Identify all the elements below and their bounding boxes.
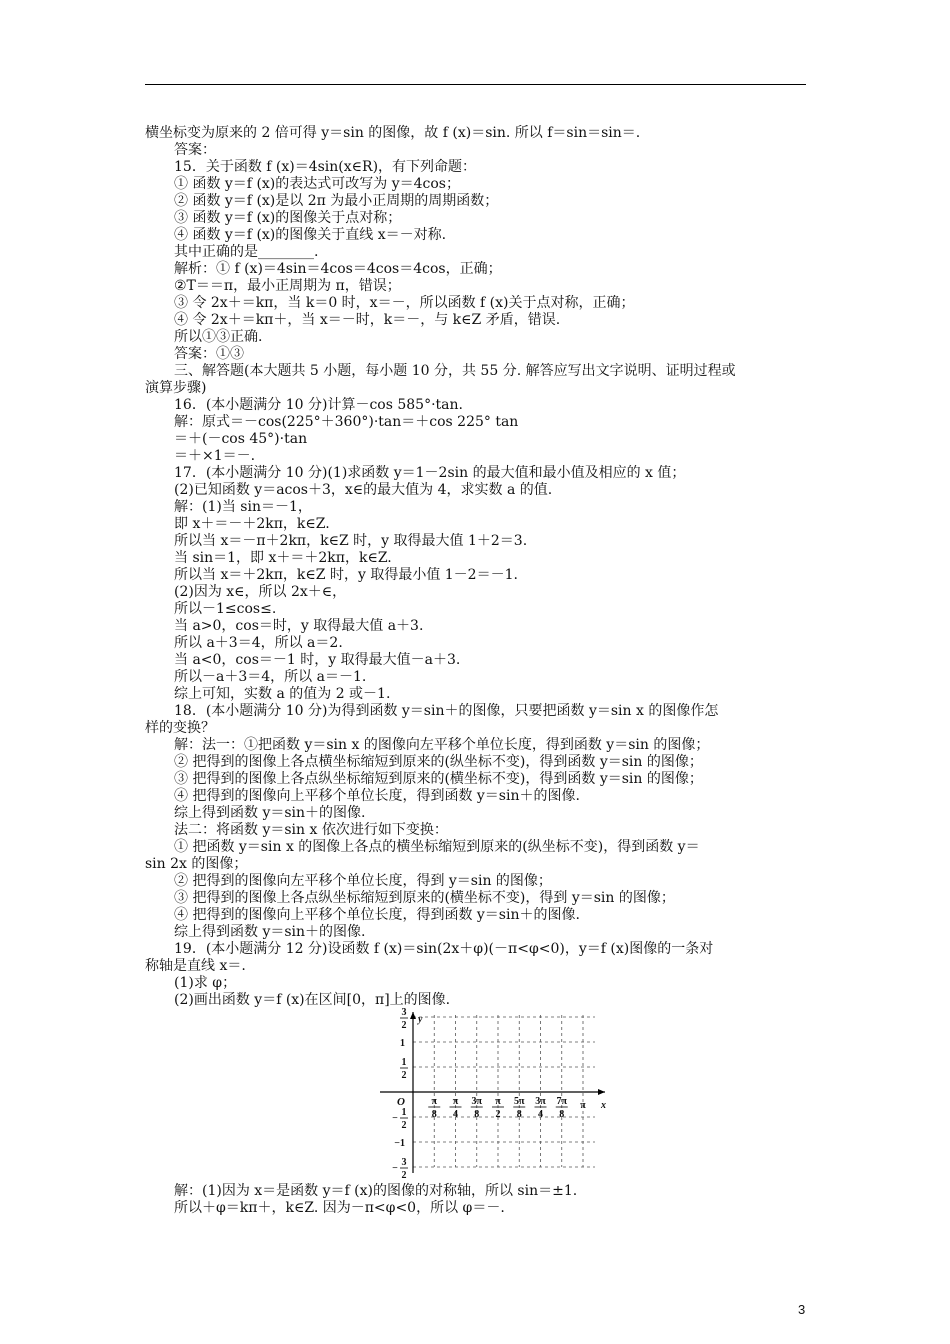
text-line: 法二：将函数 y＝sin x 依次进行如下变换： xyxy=(174,822,448,838)
x-tick-label: 5π xyxy=(514,1096,525,1107)
text-line: ＝＋×1＝－. xyxy=(174,448,256,464)
text-line: 当 sin＝1，即 x＋＝＋2kπ，k∈Z. xyxy=(174,550,392,566)
x-tick-label: π xyxy=(452,1096,459,1107)
x-tick-label: 2 xyxy=(495,1109,501,1120)
text-line: ④ 函数 y＝f (x)的图像关于直线 x＝－对称. xyxy=(174,227,447,243)
text-line: 所以①③正确. xyxy=(174,329,263,345)
text-line: 17．(本小题满分 10 分)(1)求函数 y＝1－2sin 的最大值和最小值及相应的 x 值； xyxy=(174,465,686,481)
x-tick-label: π xyxy=(580,1100,586,1111)
x-tick-label: 3π xyxy=(535,1096,546,1107)
y-tick-label: −1 xyxy=(394,1138,405,1149)
x-axis-label: x xyxy=(601,1100,606,1111)
x-tick-label: 3π xyxy=(471,1096,482,1107)
text-line: 综上得到函数 y＝sin＋的图像. xyxy=(174,805,366,821)
text-line: 三、解答题(本大题共 5 小题，每小题 10 分，共 55 分. 解答应写出文字说明、证明过程或 xyxy=(174,363,736,379)
text-line: ③ 把得到的图像上各点纵坐标缩短到原来的(横坐标不变)，得到函数 y＝sin 的图像； xyxy=(174,771,703,787)
text-line: 解：(1)当 sin＝－1， xyxy=(174,499,312,515)
y-tick-label: 2 xyxy=(401,1070,407,1081)
text-line: 所以 a＋3＝4，所以 a＝2. xyxy=(174,635,343,651)
x-tick-label: π xyxy=(495,1096,501,1107)
x-tick-label: 4 xyxy=(453,1109,458,1120)
text-line: ④ 令 2x＋＝kπ＋，当 x＝－时，k＝－，与 k∈Z 矛盾，错误. xyxy=(174,312,561,328)
header-rule xyxy=(145,84,806,85)
y-tick-label: 2 xyxy=(401,1120,407,1131)
coordinate-grid-chart xyxy=(365,1008,615,1180)
text-line: 所以当 x＝－π＋2kπ，k∈Z 时，y 取得最大值 1＋2＝3. xyxy=(174,533,528,549)
text-line: ③ 把得到的图像上各点纵坐标缩短到原来的(横坐标不变)，得到 y＝sin 的图像； xyxy=(174,890,675,906)
text-line: 解：原式＝－cos(225°＋360°)·tan＝＋cos 225° tan xyxy=(174,414,519,430)
y-tick-sign: − xyxy=(392,1163,398,1174)
text-line: 15．关于函数 f (x)＝4sin(x∈R)，有下列命题： xyxy=(174,159,477,175)
x-tick-label: π xyxy=(431,1096,437,1107)
text-line: (1)求 φ； xyxy=(174,975,237,991)
text-line: 当 a>0，cos＝时，y 取得最大值 a＋3. xyxy=(174,618,424,634)
y-axis-arrow xyxy=(410,1012,416,1019)
text-line: ②T＝＝π，最小正周期为 π，错误； xyxy=(174,278,401,294)
text-line: ② 函数 y＝f (x)是以 2π 为最小正周期的周期函数； xyxy=(174,193,499,209)
x-tick-label: 7π xyxy=(556,1096,567,1107)
text-line: ③ 令 2x＋＝kπ，当 k＝0 时，x＝－，所以函数 f (x)关于点对称，正确； xyxy=(174,295,635,311)
x-tick-label: 8 xyxy=(431,1109,437,1120)
x-tick-label: 8 xyxy=(516,1109,522,1120)
text-line: 18．(本小题满分 10 分)为得到函数 y＝sin＋的图像，只要把函数 y＝sin x 的图像作怎 xyxy=(174,703,719,719)
text-line: 称轴是直线 x＝. xyxy=(145,958,246,974)
text-line: ＝＋(－cos 45°)·tan xyxy=(174,431,308,447)
text-line: 解析：① f (x)＝4sin＝4cos＝4cos＝4cos，正确； xyxy=(174,261,502,277)
x-tick-label: 8 xyxy=(474,1109,480,1120)
text-line: 解：(1)因为 x＝是函数 y＝f (x)的图像的对称轴，所以 sin＝±1. xyxy=(174,1183,578,1199)
text-line: 所以＋φ＝kπ＋，k∈Z. 因为－π<φ<0，所以 φ＝－. xyxy=(174,1200,505,1216)
origin-label: O xyxy=(397,1096,405,1108)
y-tick-label: 1 xyxy=(400,1038,405,1049)
text-line: 所以当 x＝＋2kπ，k∈Z 时，y 取得最小值 1－2＝－1. xyxy=(174,567,518,583)
y-tick-label: 2 xyxy=(401,1170,407,1180)
y-tick-sign: − xyxy=(392,1113,398,1124)
text-line: 综上得到函数 y＝sin＋的图像. xyxy=(174,924,366,940)
text-line: sin 2x 的图像； xyxy=(145,856,248,872)
text-line: 答案： xyxy=(174,142,216,158)
text-line: ① 把函数 y＝sin x 的图像上各点的横坐标缩短到原来的(纵坐标不变)，得到函数 y＝ xyxy=(174,839,700,855)
text-line: ① 函数 y＝f (x)的表达式可改写为 y＝4cos； xyxy=(174,176,460,192)
text-line: (2)已知函数 y＝acos＋3，x∈的最大值为 4，求实数 a 的值. xyxy=(174,482,553,498)
text-block-before-graph xyxy=(145,125,806,1009)
y-tick-label: 1 xyxy=(401,1057,407,1068)
page-number: 3 xyxy=(798,1302,806,1317)
text-line: 解：法一：①把函数 y＝sin x 的图像向左平移个单位长度，得到函数 y＝sin 的图像； xyxy=(174,737,710,753)
text-line: 所以－a＋3＝4，所以 a＝－1. xyxy=(174,669,367,685)
text-line: ④ 把得到的图像向上平移个单位长度，得到函数 y＝sin＋的图像. xyxy=(174,907,580,923)
text-line: 综上可知，实数 a 的值为 2 或－1. xyxy=(174,686,391,702)
text-line: 其中正确的是________. xyxy=(174,244,319,260)
text-line: ③ 函数 y＝f (x)的图像关于点对称； xyxy=(174,210,402,226)
text-line: 横坐标变为原来的 2 倍可得 y＝sin 的图像，故 f (x)＝sin. 所以 f＝sin＝sin＝. xyxy=(145,125,641,141)
y-tick-label: 2 xyxy=(401,1020,407,1031)
y-tick-label: 3 xyxy=(401,1008,407,1018)
text-line: 演算步骤) xyxy=(145,380,207,396)
x-axis-arrow xyxy=(598,1089,605,1095)
x-tick-label: 4 xyxy=(538,1109,543,1120)
text-line: 样的变换？ xyxy=(145,720,215,736)
text-block-after-graph xyxy=(145,1183,806,1217)
text-line: 即 x＋＝－＋2kπ，k∈Z. xyxy=(174,516,330,532)
y-tick-label: 3 xyxy=(401,1157,407,1168)
text-line: ④ 把得到的图像向上平移个单位长度，得到函数 y＝sin＋的图像. xyxy=(174,788,580,804)
text-line: (2)画出函数 y＝f (x)在区间[0，π]上的图像. xyxy=(174,992,451,1008)
text-line: 答案：①③ xyxy=(174,346,244,362)
text-line: 当 a<0，cos＝－1 时，y 取得最大值－a＋3. xyxy=(174,652,461,668)
x-tick-label: 8 xyxy=(559,1109,565,1120)
text-line: ② 把得到的图像向左平移个单位长度，得到 y＝sin 的图像； xyxy=(174,873,552,889)
text-line: 19．(本小题满分 12 分)设函数 f (x)＝sin(2x＋φ)(－π<φ<0)，y＝f (x)图像的一条对 xyxy=(174,941,714,957)
text-line: ② 把得到的图像上各点横坐标缩短到原来的(纵坐标不变)，得到函数 y＝sin 的图像； xyxy=(174,754,703,770)
text-line: 16．(本小题满分 10 分)计算－cos 585°·tan. xyxy=(174,397,463,413)
text-line: (2)因为 x∈，所以 2x＋∈， xyxy=(174,584,347,600)
y-tick-label: 1 xyxy=(401,1107,407,1118)
y-axis-label: y xyxy=(418,1014,423,1025)
text-line: 所以－1≤cos≤. xyxy=(174,601,277,617)
